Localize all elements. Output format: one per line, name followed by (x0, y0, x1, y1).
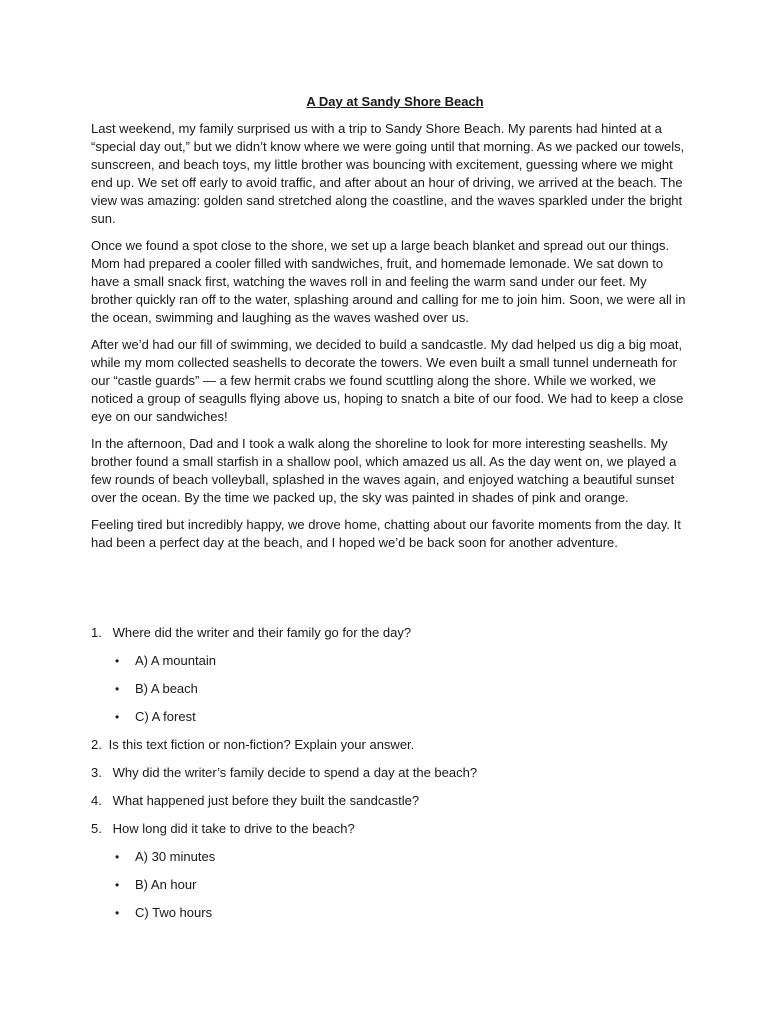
question-text: Where did the writer and their family go for the day? (112, 625, 412, 640)
option-text: B) A beach (135, 681, 198, 696)
paragraph-5: Feeling tired but incredibly happy, we drove home, chatting about our favorite moments from the day. It had been a perfect day at the beach, and I hoped we’d be back soon for another adventure. (91, 517, 681, 550)
option-item (91, 708, 691, 736)
option-item (91, 680, 691, 708)
question-number: 3. (91, 765, 102, 780)
question-1 (91, 624, 691, 652)
question-4 (91, 792, 691, 820)
question-number: 5. (91, 821, 102, 836)
document-title: A Day at Sandy Shore Beach (306, 94, 484, 109)
question-2 (91, 736, 691, 764)
option-text: C) Two hours (135, 905, 213, 920)
question-5 (91, 820, 691, 848)
option-item (91, 876, 691, 904)
question-text: Is this text fiction or non-fiction? Explain your answer. (108, 737, 415, 752)
bullet-icon: • (115, 710, 120, 724)
question-text: What happened just before they built the sandcastle? (112, 793, 420, 808)
option-text: C) A forest (135, 709, 196, 724)
paragraph-2: Once we found a spot close to the shore, we set up a large beach blanket and spread out our things. Mom had prepared a cooler filled with sandwiches, fruit, and homemade lemonade. We sat down to have a small snack first, watching the waves roll in and feeling the warm sand under our feet. My brother quickly ran off to the water, splashing around and calling for me to join him. Soon, we were all in the ocean, swimming and laughing as the waves washed over us. (91, 238, 686, 325)
bullet-icon: • (115, 878, 120, 892)
question-list (91, 624, 691, 932)
question-3 (91, 764, 691, 792)
document-body (91, 93, 691, 561)
question-number: 4. (91, 793, 102, 808)
question-number: 2. (91, 737, 102, 752)
question-text: How long did it take to drive to the beach? (112, 821, 355, 836)
bullet-icon: • (115, 654, 120, 668)
option-text: A) 30 minutes (135, 849, 216, 864)
option-text: B) An hour (135, 877, 197, 892)
paragraph-4: In the afternoon, Dad and I took a walk along the shoreline to look for more interesting seashells. My brother found a small starfish in a shallow pool, which amazed us all. As the day went on, we played a few rounds of beach volleyball, splashed in the waves again, and enjoyed watching a beautiful sunset over the ocean. By the time we packed up, the sky was painted in shades of pink and orange. (91, 436, 677, 505)
bullet-icon: • (115, 850, 120, 864)
option-item (91, 652, 691, 680)
paragraph-3: After we’d had our fill of swimming, we decided to build a sandcastle. My dad helped us dig a big moat, while my mom collected seashells to decorate the towers. We even built a small tunnel underneath for our “castle guards” — a few hermit crabs we found scuttling along the shore. While we worked, we noticed a group of seagulls flying above us, hoping to snatch a bite of our food. We had to keep a close eye on our sandwiches! (91, 337, 684, 424)
option-item (91, 904, 691, 932)
question-number: 1. (91, 625, 102, 640)
paragraph-1: Last weekend, my family surprised us with a trip to Sandy Shore Beach. My parents had hinted at a “special day out,” but we didn’t know where we were going until that morning. As we packed our towels, sunscreen, and beach toys, my little brother was bouncing with excitement, guessing where we might end up. We set off early to avoid traffic, and after about an hour of driving, we arrived at the beach. The view was amazing: golden sand stretched along the coastline, and the waves sparkled under the bright sun. (91, 121, 685, 226)
bullet-icon: • (115, 682, 120, 696)
question-text: Why did the writer’s family decide to spend a day at the beach? (112, 765, 478, 780)
option-item (91, 848, 691, 876)
bullet-icon: • (115, 906, 120, 920)
option-text: A) A mountain (135, 653, 216, 668)
